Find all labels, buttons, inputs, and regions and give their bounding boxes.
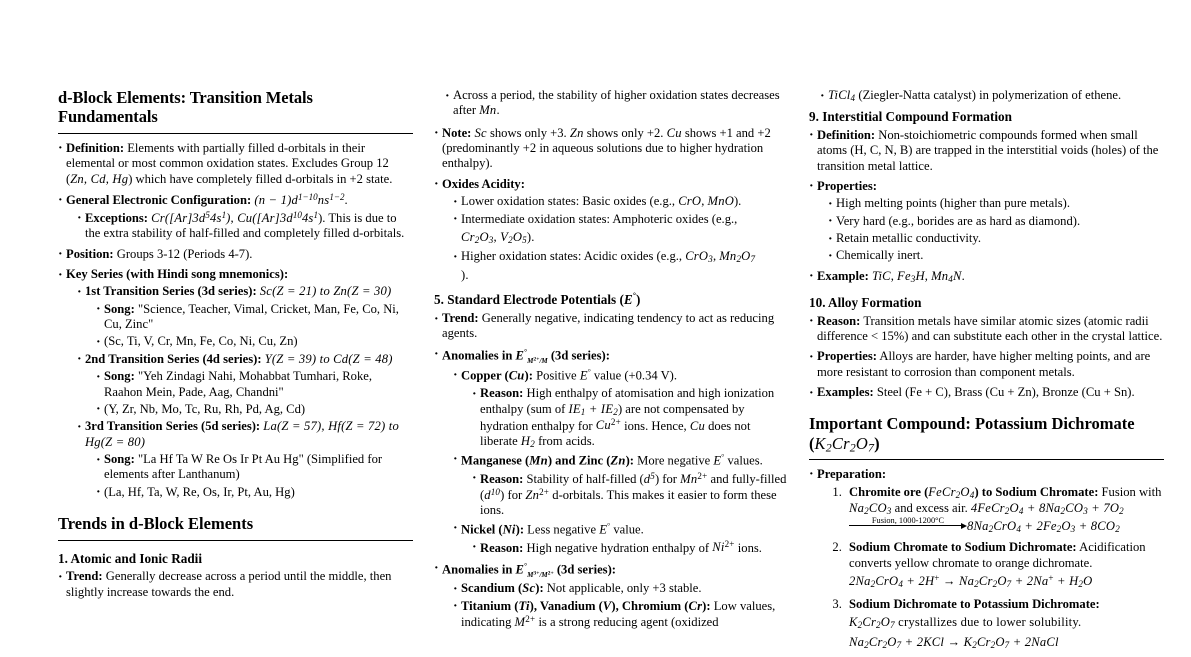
- step1-eq-condition: Fusion, 1000-1200°C: [871, 516, 945, 526]
- alloy-reason-label: Reason:: [817, 313, 861, 328]
- mnzn-reason-label: Reason:: [480, 471, 524, 486]
- series1-range: Sc(Z = 21) to Zn(Z = 30): [259, 284, 392, 299]
- oxides-label: Oxides Acidity:: [442, 176, 525, 191]
- copper-reason-c: ions. Hence,: [624, 418, 687, 433]
- alloy-examples-label: Examples:: [817, 385, 874, 400]
- step2-label: Sodium Chromate to Sodium Dichromate:: [849, 540, 1077, 555]
- list-item-copper-reason: · Reason: High enthalpy of atomisation and high ionization enthalpy (sum of $IE_1 + IE_2$) are not compensated by hydration enthalpy for $Cu^{2+}$ ions. Hence, Cu does not liberate $H_2$ from acids.: [472, 386, 789, 450]
- anom2-tail: (3d series):: [556, 562, 616, 577]
- copper-text-b: value (+0.34 V).: [593, 368, 678, 383]
- list-item-series-3: [77, 419, 413, 500]
- dichromate-heading-a: Important Compound: Potassium Dichromate (: [809, 414, 1135, 453]
- list-item-scandium: [453, 581, 789, 596]
- copper-e-symbol: E°: [579, 367, 591, 383]
- interstitial-def-text: Non-stoichiometric compounds formed when small atoms (H, C, N, B) are trapped in the interstitial voids (holes) of the transition metal lattice.: [817, 127, 1159, 173]
- page-title: d-Block Elements: Transition Metals Fundamentals: [58, 88, 313, 127]
- anomalies-m3-list: [442, 581, 789, 630]
- radii-trend-text: Generally decrease across a period until the middle, then slightly increase towards the end.: [66, 569, 392, 599]
- dichromate-divider: [809, 459, 1164, 460]
- copper-reason-d: does not liberate: [480, 418, 751, 448]
- position-label: Position:: [66, 246, 114, 261]
- column-1: [58, 88, 413, 657]
- step1-text-b: and excess air.: [894, 501, 968, 516]
- nickel-reason-b: ions.: [737, 540, 762, 555]
- sep-trend-text: Generally negative, indicating tendency to act as reducing agents.: [442, 311, 775, 341]
- exceptions-cu: Cu([Ar]3d: [237, 210, 293, 225]
- across-period-mn: Mn: [479, 103, 497, 118]
- copper-reason-a: High enthalpy of atomisation and high ionization enthalpy (sum of: [480, 386, 775, 416]
- anomalies-m2-list: [442, 367, 789, 555]
- trends-divider: [58, 540, 413, 541]
- step2-equation: $2Na_2CrO_4 + 2H^+ \to Na_2Cr_2O_7 + 2Na^+ + H_2O$: [849, 573, 1093, 590]
- list-item-prop-4: · Chemically inert.: [828, 248, 1164, 263]
- list-item-series-1: [77, 284, 413, 349]
- radii-list: [58, 569, 413, 600]
- exceptions-cu-sup2: 1: [313, 210, 319, 221]
- mnzn-text-a: More negative: [637, 453, 711, 468]
- series2-sublist: [85, 369, 413, 417]
- column-2: [434, 88, 789, 657]
- list-item-interstitial-example: · Example: TiC, $Fe_3H$, $Mn_4N$.: [809, 269, 1164, 285]
- position-text: Groups 3-12 (Periods 4-7).: [116, 246, 253, 261]
- scandium-label: Scandium (Sc):: [461, 581, 544, 596]
- list-item-series1-song: [96, 302, 413, 333]
- series-list: [66, 284, 413, 500]
- series2-range: Y(Z = 39) to Cd(Z = 48): [264, 351, 393, 366]
- series3-sublist: [85, 452, 413, 500]
- oxidation-notes-list: [434, 126, 789, 285]
- interstitial-props-label: Properties:: [817, 178, 877, 193]
- exceptions-list: [66, 210, 413, 242]
- anom2-symbol: $E^\circ_{M^{3+}/M^{2+}}$: [515, 560, 554, 579]
- note-label: Note:: [442, 125, 472, 140]
- list-item-key-series: [58, 267, 413, 500]
- exceptions-cr-sup: 5: [205, 210, 210, 221]
- mnzn-e-symbol: E°: [713, 451, 725, 468]
- list-item-ticl4: · TiCl$_4$ (Ziegler-Natta catalyst) in polymerization of ethene.: [820, 88, 1164, 104]
- list-item-step-3: [845, 597, 1164, 653]
- definition-text-b: ) which have completely filled d-orbitals in +2 state.: [128, 171, 393, 186]
- alloy-examples-text: Steel (Fe + C), Brass (Cu + Zn), Bronze (Cu + Sn).: [876, 385, 1135, 400]
- reaction-arrow-icon: [849, 517, 967, 530]
- sep-heading: [434, 291, 789, 308]
- alloy-list: [809, 314, 1164, 401]
- radii-trend-label: Trend:: [66, 569, 103, 584]
- mnzn-label: Manganese (Mn) and Zinc (Zn):: [461, 453, 634, 468]
- list-item-manganese-zinc: [453, 452, 789, 519]
- list-item-oxide-low: · Lower oxidation states: Basic oxides (e.g., CrO, MnO).: [453, 194, 789, 209]
- step1-label: Chromite ore $(FeCr_2O_4)$ to Sodium Chromate:: [849, 484, 1099, 500]
- copper-reason-b: ) are not compensated by hydration enthalpy for: [480, 401, 745, 433]
- config-label: General Electronic Configuration:: [66, 192, 252, 207]
- list-item-prop-1: · High melting points (higher than pure metals).: [828, 196, 1164, 211]
- anom2-label: Anomalies in: [442, 562, 513, 577]
- list-item-step-1: 1. Chromite ore $(FeCr_2O_4)$ to Sodium Chromate: Fusion with $Na_2CO_3$ and excess air. $4FeCr_2O_4 + 8Na_2CO_3 + 7O_2$ Fusion, 1000-1200°C $8Na_2CrO_4 + 2Fe_2O_3 + 8CO_2$: [845, 485, 1164, 535]
- tivcr-text-a: Low values, indicating: [461, 598, 776, 629]
- interstitial-list: [809, 128, 1164, 285]
- config-period: .: [344, 192, 348, 207]
- sep-heading-a: 5. Standard Electrode Potentials (: [434, 292, 624, 308]
- fundamentals-list: [58, 141, 413, 500]
- definition-text-a: Elements with partially filled d-orbitals in their elemental or most common oxidation states. Excludes Group 12 (: [66, 140, 389, 186]
- nickel-text-b: value.: [613, 522, 644, 537]
- series1-elements: (Sc, Ti, V, Cr, Mn, Fe, Co, Ni, Cu, Zn): [104, 334, 298, 349]
- sep-list: [434, 311, 789, 630]
- list-item-series1-elements: [96, 334, 413, 349]
- dichromate-heading: [809, 414, 1164, 454]
- series2-label: 2nd Transition Series (4d series):: [85, 351, 262, 366]
- copper-label: Copper (Cu):: [461, 368, 533, 383]
- series1-sublist: [85, 302, 413, 350]
- copper-reason-cu2: Cu: [689, 418, 705, 433]
- step3-label: Sodium Dichromate to Potassium Dichromate:: [849, 596, 1100, 611]
- config-sup1: 1−10: [298, 192, 318, 203]
- nickel-e-symbol: E°: [599, 520, 611, 537]
- oxide-high-b: ).: [461, 268, 469, 283]
- trends-heading: Trends in d-Block Elements: [58, 514, 254, 534]
- list-item-definition: [58, 141, 413, 187]
- alloy-heading: 10. Alloy Formation: [809, 294, 922, 310]
- sep-heading-e: E°: [623, 291, 637, 308]
- dichromate-list: [809, 467, 1164, 653]
- nickel-label: Nickel (Ni):: [461, 522, 525, 537]
- list-item-series-2: [77, 352, 413, 417]
- preparation-label: Preparation:: [817, 466, 887, 481]
- list-item-position: [58, 247, 413, 262]
- oxide-high-a: Higher oxidation states: Acidic oxides (e.g.,: [461, 249, 683, 264]
- list-item-alloy-reason: [809, 314, 1164, 345]
- list-item-series3-song: [96, 452, 413, 483]
- catalysis-continued-list: [809, 88, 1164, 104]
- sep-heading-end: ): [636, 292, 641, 308]
- config-formula: (n − 1)d: [254, 192, 298, 207]
- step3-text: $K_2Cr_2O_7$ crystallizes due to lower solubility.: [849, 615, 1082, 631]
- tivcr-text-b: is a strong reducing agent (oxidized: [538, 614, 719, 629]
- series2-elements: (Y, Zr, Nb, Mo, Tc, Ru, Rh, Pd, Ag, Cd): [104, 401, 306, 416]
- column-3: [809, 88, 1164, 657]
- interstitial-def-label: Definition:: [817, 127, 876, 142]
- list-item-prop-2: · Very hard (e.g., borides are as hard as diamond).: [828, 214, 1164, 229]
- mnzn-reason-c: and fully-filled (: [480, 471, 787, 502]
- list-item-oxide-high: · Higher oxidation states: Acidic oxides (e.g., CrO$_3$, $Mn_2O_7$ ).: [453, 249, 789, 284]
- copper-reason-label: Reason:: [480, 386, 524, 401]
- list-item-alloy-examples: [809, 385, 1164, 400]
- list-item-mnzn-reason: · Reason: Stability of half-filled $(d^5)$ for $Mn^{2+}$ and fully-filled $(d^{10})$ for $Zn^{2+}$ d-orbitals. This makes it easier to form these ions.: [472, 471, 789, 519]
- three-column-layout: [0, 88, 1191, 657]
- nickel-reason-list: [461, 540, 789, 556]
- list-item-across-period: [445, 88, 789, 119]
- note-sc: Sc: [474, 125, 487, 140]
- step3-equation: $Na_2Cr_2O_7 + 2KCl \to K_2Cr_2O_7$ + 2NaCl: [849, 635, 1059, 651]
- list-item-series2-elements: [96, 402, 413, 417]
- mnzn-reason-f: d-orbitals. This makes it easier to form these ions.: [480, 487, 777, 518]
- ticl4-text: (Ziegler-Natta catalyst) in polymerization of ethene.: [858, 88, 1122, 102]
- note-t3: shows +1 and +2 (predominantly +2 in aqueous solutions due to higher hydration enthalpy).: [442, 125, 771, 171]
- list-item-nickel: [453, 521, 789, 556]
- series2-song-label: Song:: [104, 369, 135, 384]
- list-item-series2-song: [96, 369, 413, 400]
- nickel-text-a: Less negative: [527, 522, 597, 537]
- exceptions-label: Exceptions:: [85, 210, 148, 225]
- note-zn: Zn: [569, 125, 584, 140]
- note-cu: Cu: [666, 125, 682, 140]
- step2-text: Acidification converts yellow chromate to orange dichromate.: [849, 540, 1146, 570]
- definition-label: Definition:: [66, 140, 125, 155]
- alloy-reason-text: Transition metals have similar atomic sizes (atomic radii difference < 15%) and can substitute each other in the crystal lattice.: [817, 313, 1163, 344]
- oxide-mid-b: ).: [526, 229, 535, 244]
- nickel-reason-label: Reason:: [480, 540, 524, 555]
- list-item-interstitial-definition: [809, 128, 1164, 174]
- list-item-exceptions: · Exceptions: $Cr([Ar]3d^54s^1)$, $Cu([Ar]3d^{10}4s^1)$. This is due to the extra stability of half-filled and completely filled d-orbitals.: [77, 210, 413, 242]
- list-item-interstitial-properties: [809, 179, 1164, 264]
- list-item-alloy-properties: [809, 349, 1164, 380]
- keyseries-label: Key Series (with Hindi song mnemonics):: [66, 267, 289, 282]
- interstitial-props-list: [817, 196, 1164, 263]
- copper-text-a: Positive: [536, 368, 577, 383]
- step1-text-a: Fusion with: [1101, 484, 1162, 499]
- list-item-preparation: [809, 467, 1164, 653]
- series1-label: 1st Transition Series (3d series):: [85, 284, 257, 299]
- list-item-radii-trend: [58, 569, 413, 600]
- title-divider: [58, 133, 413, 134]
- exceptions-cr-4s: 4s: [209, 210, 222, 225]
- list-item-copper: [453, 367, 789, 450]
- interstitial-heading: 9. Interstitial Compound Formation: [809, 109, 1012, 125]
- interstitial-example-label: Example:: [817, 268, 869, 283]
- list-item-series3-elements: [96, 485, 413, 500]
- list-item-nickel-reason: · Reason: High negative hydration enthalpy of $Ni^{2+}$ ions.: [472, 540, 789, 556]
- alloy-props-label: Properties:: [817, 349, 877, 364]
- mnzn-text-b: values.: [727, 453, 763, 468]
- dichromate-formula: $K_2Cr_2O_7$: [814, 433, 875, 455]
- list-item-sep-trend: [434, 311, 789, 342]
- tivcr-label: Titanium (Ti), Vanadium (V), Chromium (Cr):: [461, 598, 711, 613]
- series1-song-label: Song:: [104, 301, 135, 316]
- note-t1: shows only +3.: [486, 125, 570, 140]
- mnzn-reason-b: ) for: [654, 471, 677, 486]
- anom1-symbol: $E^\circ_{M^{2+}/M}$: [515, 346, 548, 365]
- config-ns: ns: [317, 192, 330, 207]
- oxidation-continued-list: [434, 88, 789, 119]
- series2-song: "Yeh Zindagi Nahi, Mohabbat Tumhari, Roke, Raahon Mein, Pade, Aag, Chandni": [104, 369, 372, 399]
- list-item-oxides-acidity: [434, 177, 789, 285]
- oxides-list: [442, 194, 789, 284]
- oxide-mid-a: Intermediate oxidation states: Amphoteric oxides (e.g.,: [461, 211, 738, 226]
- list-item-anomalies-m2: [434, 347, 789, 556]
- copper-reason-e: from acids.: [538, 433, 595, 448]
- list-item-note: [434, 126, 789, 172]
- anom1-tail: (3d series):: [550, 348, 610, 363]
- exceptions-cr-sup2: 1: [221, 210, 227, 221]
- exceptions-tail: ). This is due to the extra stability of half-filled and completely filled d-orbitals.: [85, 210, 405, 241]
- list-item-ti-v-cr: · Titanium (Ti), Vanadium (V), Chromium (Cr): Low values, indicating $M^{2+}$ is a strong reducing agent (oxidized: [453, 599, 789, 631]
- series3-elements: (La, Hf, Ta, W, Re, Os, Ir, Pt, Au, Hg): [104, 484, 295, 499]
- list-item-anomalies-m3: [434, 561, 789, 630]
- anom1-label: Anomalies in: [442, 348, 513, 363]
- dichromate-heading-b: ): [874, 433, 880, 453]
- alloy-props-text: Alloys are harder, have higher melting points, and are more resistant to corrosion than component metals.: [817, 349, 1151, 379]
- radii-heading: 1. Atomic and Ionic Radii: [58, 550, 202, 566]
- list-item-step-2: [845, 540, 1164, 591]
- list-item-configuration: [58, 192, 413, 242]
- list-item-oxide-mid: · Intermediate oxidation states: Amphoteric oxides (e.g., $Cr_2O_3$, $V_2O_5$).: [453, 212, 789, 248]
- group12-symbols: Zn, Cd, Hg: [70, 171, 129, 186]
- series3-label: 3rd Transition Series (5d series):: [85, 419, 261, 434]
- exceptions-cu-4s: 4s: [301, 210, 314, 225]
- across-period-end: .: [496, 103, 500, 118]
- mnzn-reason-list: [461, 471, 789, 519]
- sep-trend-label: Trend:: [442, 311, 479, 326]
- exceptions-cr: Cr([Ar]3d: [151, 210, 206, 225]
- config-sup2: 1−2: [329, 192, 345, 203]
- mnzn-reason-a: Stability of half-filled (: [526, 471, 644, 486]
- nickel-reason-a: High negative hydration enthalpy of: [526, 540, 710, 555]
- mnzn-reason-e: ) for: [500, 487, 523, 502]
- series3-range: La(Z = 57), Hf(Z = 72) to Hg(Z = 80): [85, 419, 399, 449]
- list-item-prop-3: · Retain metallic conductivity.: [828, 231, 1164, 246]
- note-t2: shows only +2.: [583, 125, 667, 140]
- scandium-text: Not applicable, only +3 stable.: [546, 581, 702, 596]
- series3-song: "La Hf Ta W Re Os Ir Pt Au Hg" (Simplified for elements after Lanthanum): [104, 452, 383, 482]
- series3-song-label: Song:: [104, 452, 135, 466]
- series1-song: "Science, Teacher, Vimal, Cricket, Man, Fe, Co, Ni, Cu, Zinc": [104, 301, 399, 332]
- preparation-steps: [817, 485, 1164, 653]
- copper-reason-list: [461, 386, 789, 450]
- across-period-text: Across a period, the stability of higher oxidation states decreases after: [453, 88, 780, 118]
- exceptions-cu-sup: 10: [292, 210, 302, 221]
